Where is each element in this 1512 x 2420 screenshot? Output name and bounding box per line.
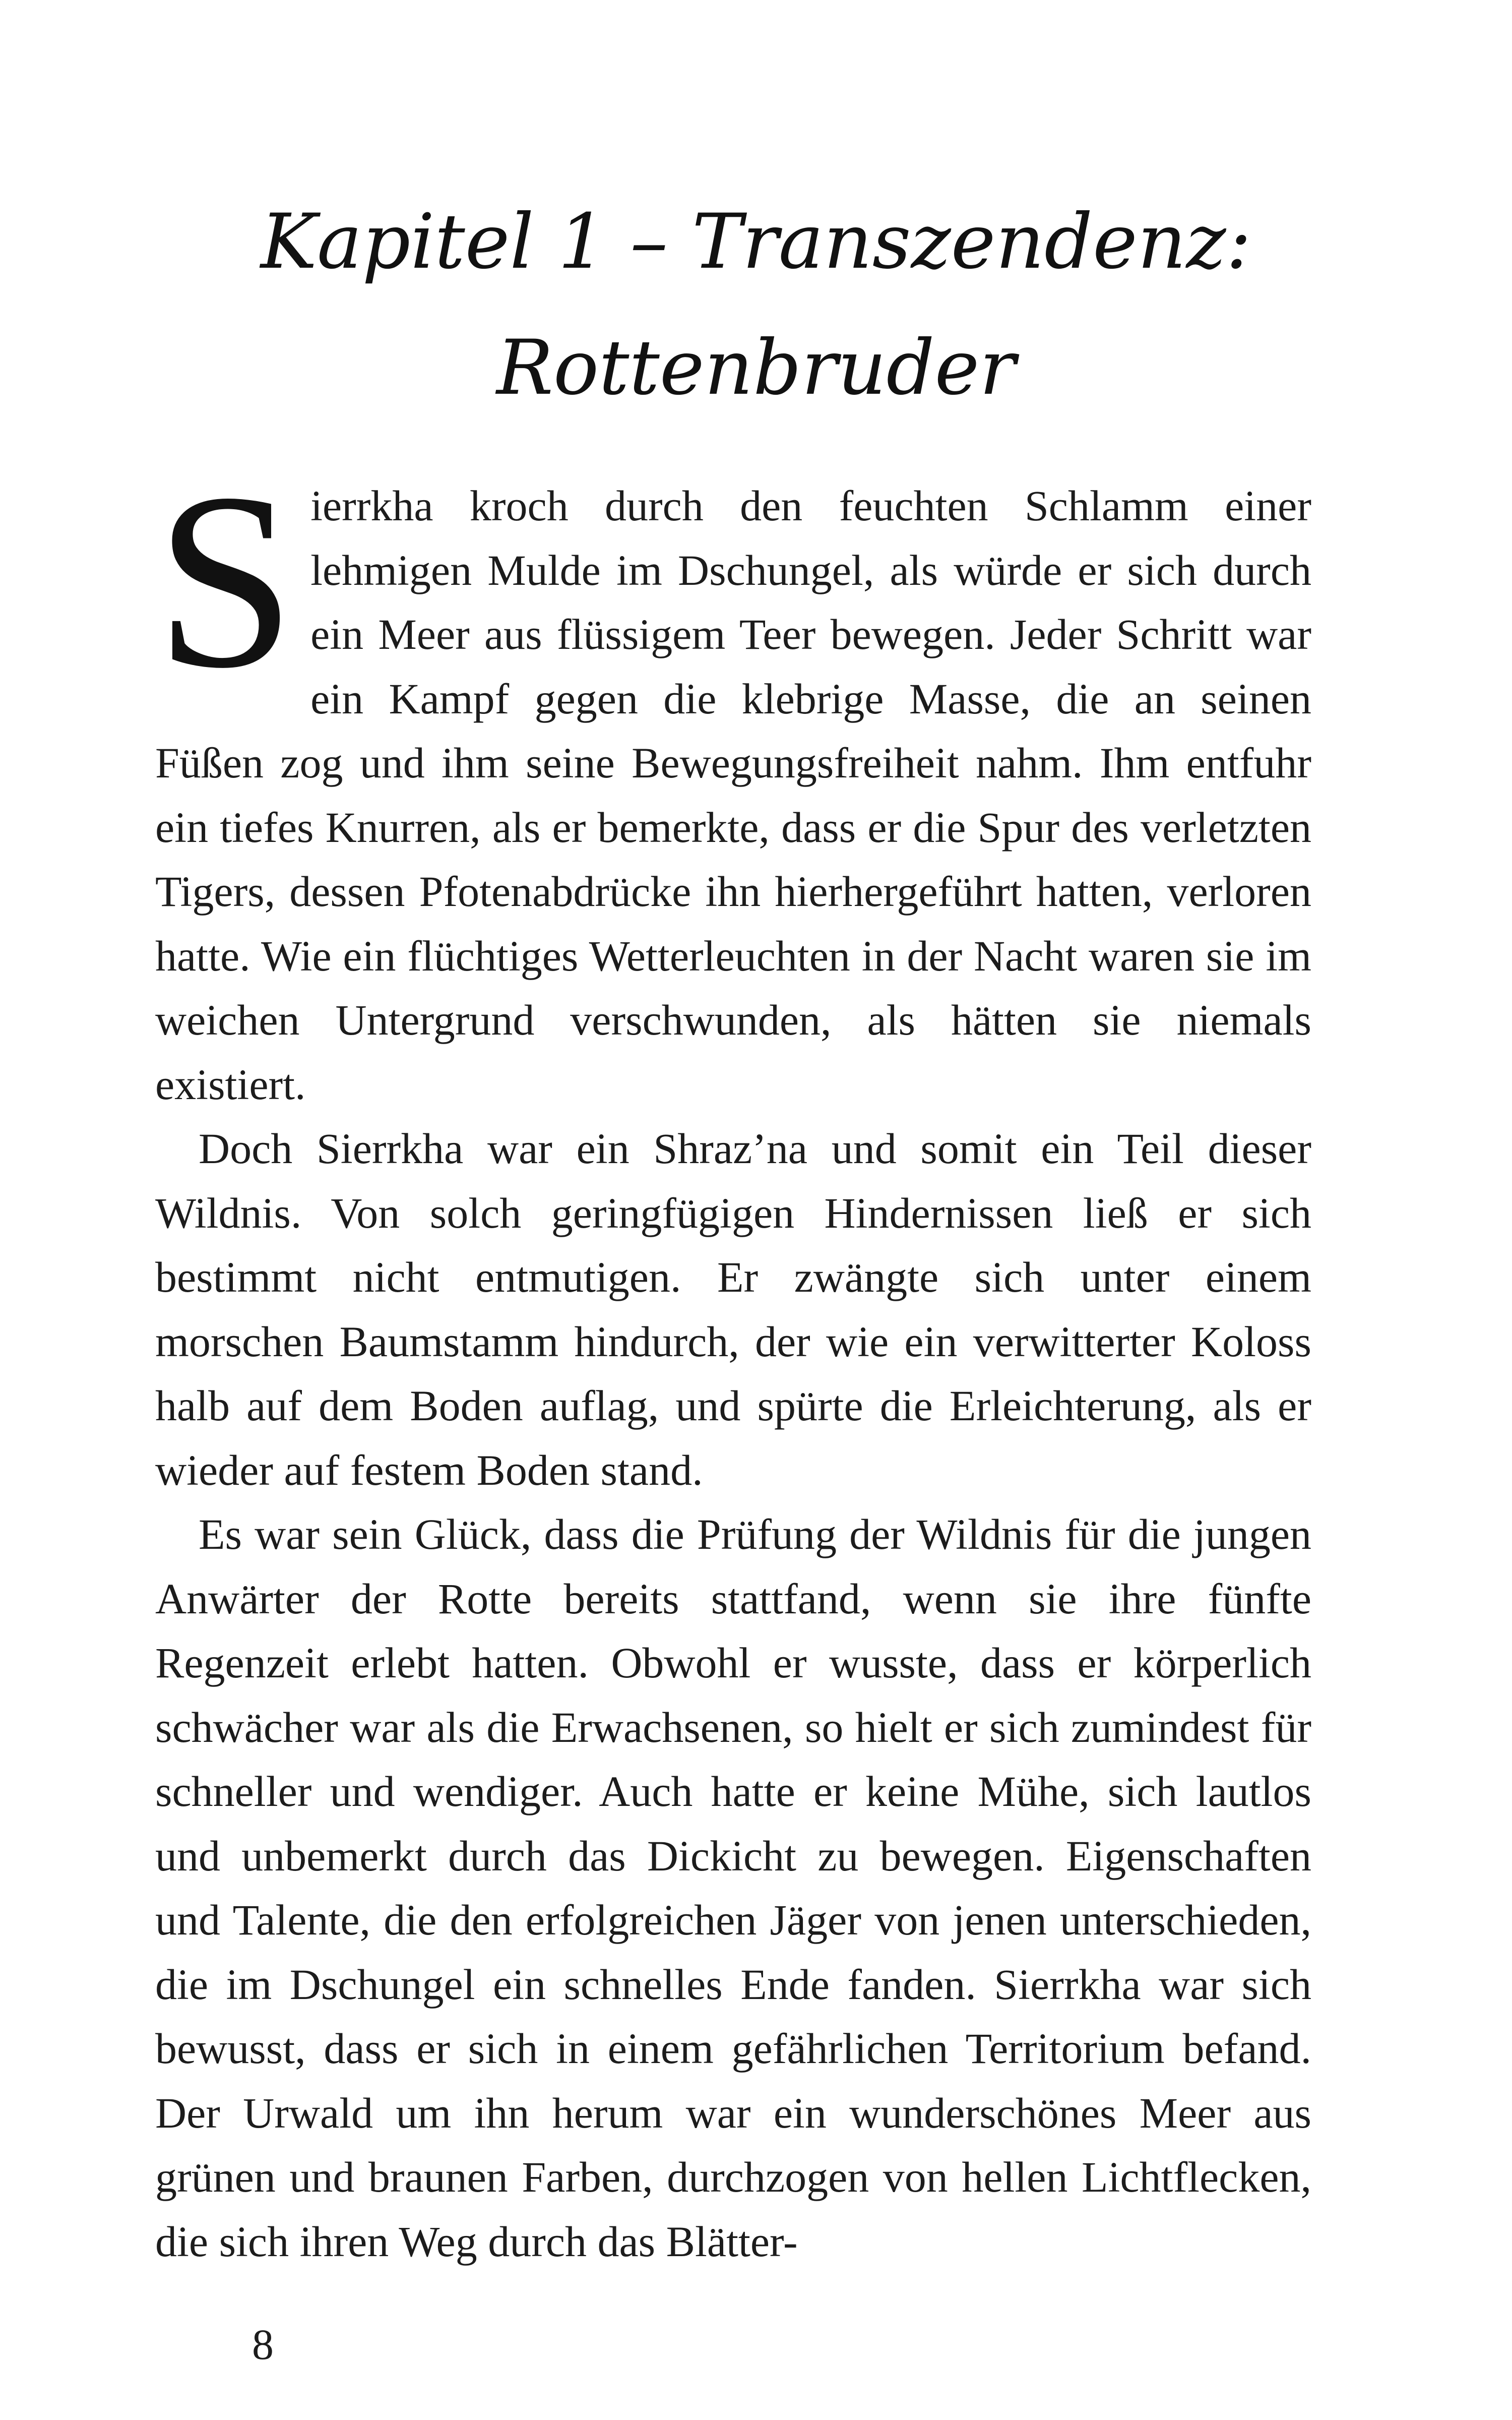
drop-cap: S xyxy=(155,441,296,720)
body-text xyxy=(155,441,1311,2274)
chapter-title-line-2: Rottenbruder xyxy=(496,324,1016,412)
paragraph-1 xyxy=(155,441,1311,1117)
page-number: 8 xyxy=(252,2320,274,2369)
chapter-title-line-1: Kapitel 1 – Transzendenz: xyxy=(260,198,1252,286)
paragraph-3: Es war sein Glück, dass die Prüfung der Wildnis für die jungen Anwärter der Rotte bereits stattfand, wenn sie ihre fünfte Regenzeit erlebt hatten. Obwohl er wusste, dass er körperlich schwächer war als die Erwachsenen, so hielt er sich zumindest für schneller und wendiger. Auch hatte er keine Mühe, sich lautlos und unbemerkt durch das Dickicht zu bewegen. Eigenschaften und Talente, die den erfolgreichen Jäger von jenen unterschieden, die im Dschungel ein schnelles Ende fanden. Sierrkha war sich bewusst, dass er sich in einem gefährlichen Territorium befand. Der Urwald um ihn herum war ein wunderschönes Meer aus grünen und braunen Farben, durchzogen von hellen Lichtflecken, die sich ihren Weg durch das Blätter- xyxy=(155,1510,1311,2266)
paragraph-1-text: ierrkha kroch durch den feuchten Schlamm einer lehmigen Mulde im Dschungel, als würde er sich durch ein Meer aus flüssigem Teer bewegen. Jeder Schritt war ein Kampf gegen die klebrige Masse, die an seinen Füßen zog und ihm seine Bewegungsfreiheit nahm. Ihm entfuhr ein tiefes Knurren, als er bemerkte, dass er die Spur des verletzten Tigers, dessen Pfotenabdrücke ihn hierhergeführt hatten, verloren hatte. Wie ein flüchtiges Wetterleuchten in der Nacht waren sie im weichen Untergrund verschwunden, als hätten sie niemals existiert. xyxy=(155,481,1311,1109)
paragraph-2: Doch Sierrkha war ein Shraz’na und somit ein Teil dieser Wildnis. Von solch geringfügigen Hindernissen ließ er sich bestimmt nicht entmutigen. Er zwängte sich unter einem morschen Baumstamm hindurch, der wie ein verwitterter Koloss halb auf dem Boden auflag, und spürte die Erleichterung, als er wieder auf festem Boden stand. xyxy=(155,1124,1311,1494)
chapter-title xyxy=(151,179,1361,431)
